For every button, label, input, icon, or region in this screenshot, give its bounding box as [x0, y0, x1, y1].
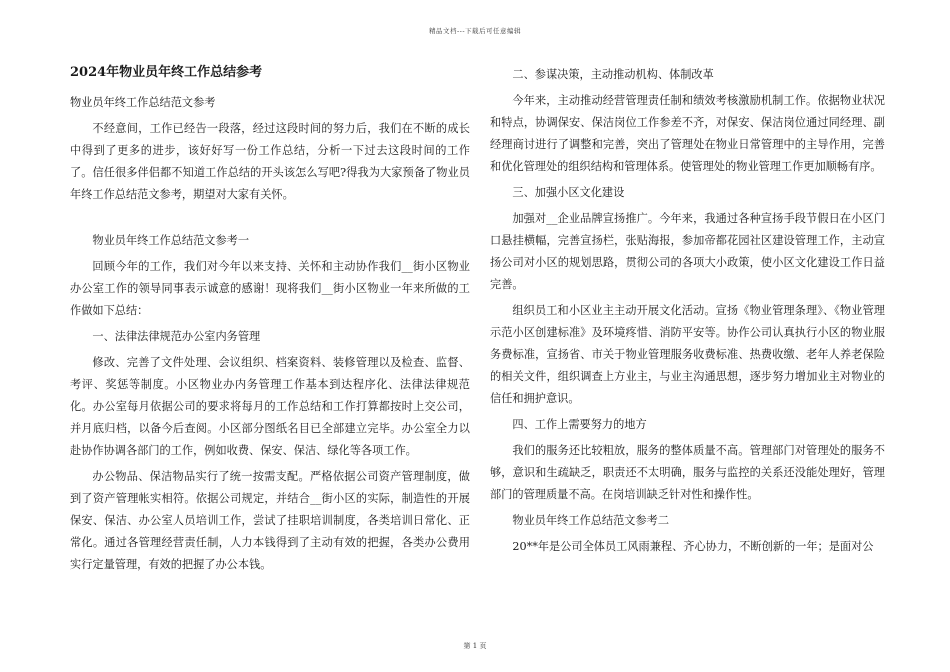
paragraph: 组织员工和小区业主主动开展文化活动。宣扬《物业管理条理》、《物业管理示范小区创建标准》及环境疼惜、消防平安等。协作公司认真执行小区的物业服务费标准，宣扬省、市关于物业管理服务收费标准、热费收缴、老年人养老保险的相关文件，组织调查上方业主，与业主沟通思想，逐步努力增加业主对物业的信任和拥护意识。 — [490, 304, 885, 405]
paragraph: 回顾今年的工作，我们对今年以来支持、关怀和主动协作我们__街小区物业办公室工作的领导同事表示诚意的感谢！现将我们__街小区物业一年来所做的工作做如下总结： — [70, 260, 470, 317]
page-header-note: 精品文档---下载后可任意编辑 — [428, 27, 522, 35]
paragraph: 20**年是公司全体员工风雨兼程、齐心协力，不断创新的一年；是面对公 — [512, 540, 874, 553]
section-title-one: 物业员年终工作总结范文参考一 — [92, 234, 250, 247]
document-title: 2024年物业员年终工作总结参考 — [70, 65, 263, 80]
section-heading: 三、加强小区文化建设 — [512, 186, 625, 199]
section-heading: 四、工作上需要努力的地方 — [512, 418, 647, 431]
section-title-two: 物业员年终工作总结范文参考二 — [512, 514, 670, 527]
page-number: 第 1 页 — [463, 642, 487, 650]
paragraph: 办公物品、保洁物品实行了统一按需支配。严格依据公司资产管理制度，做到了资产管理帐实相符。依据公司规定，并结合__街小区的实际，制造性的开展保安、保洁、办公室人员培训工作，尝试了挂职培训制度，各类培训日常化、正常化。通过各管理经营责任制，人力本钱得到了主动有效的把握，各类办公费用实行定量管理，有效的把握了办公本钱。 — [70, 470, 470, 571]
right-column — [490, 64, 885, 558]
paragraph: 修改、完善了文件处理、会议组织、档案资料、装修管理以及检查、监督、考评、奖惩等制度。小区物业办内务管理工作基本到达程序化、法律法律规范化。办公室每月依据公司的要求将每月的工作总结和工作打算都按时上交公司，并月底归档，以备今后查阅。小区部分图纸名目已全部建立完毕。办公室全力以赴协作协调各部门的工作，例如收费、保安、保洁、绿化等各项工作。 — [70, 356, 470, 457]
paragraph: 我们的服务还比较粗放，服务的整体质量不高。管理部门对管理处的服务不够，意识和生疏缺乏，职责还不太明确，服务与监控的关系还没能处理好，管理部门的管理质量不高。在岗培训缺乏针对性和操作性。 — [490, 444, 885, 501]
intro-paragraph: 不经意间，工作已经告一段落，经过这段时间的努力后，我们在不断的成长中得到了更多的进步，该好好写一份工作总结，分析一下过去这段时间的工作了。信任很多伴侣都不知道工作总结的开头该怎么写吧?得我为大家预备了物业员年终工作总结范文参考，期望对大家有关怀。 — [70, 122, 470, 201]
section-heading: 一、法律法律规范办公室内务管理 — [92, 330, 261, 343]
left-column — [70, 64, 470, 576]
paragraph: 今年来，主动推动经营管理责任制和绩效考核激励机制工作。依据物业状况和特点，协调保安、保洁岗位工作参差不齐，对保安、保洁岗位通过同经理、副经理商讨进行了调整和完善，突出了管理处在物业日常管理中的主导作用，完善和优化管理处的组织结构和管理体系。使管理处的物业管理工作更加顺畅有序。 — [490, 94, 885, 173]
paragraph: 加强对__企业品牌宣扬推广。今年来，我通过各种宣扬手段节假日在小区门口悬挂横幅，完善宣扬栏，张贴海报，参加帝都花园社区建设管理工作，主动宣扬公司对小区的规划思路，贯彻公司的各项大小政策，使小区文化建设工作日益完善。 — [490, 212, 885, 291]
document-subtitle: 物业员年终工作总结范文参考 — [70, 96, 216, 109]
section-heading: 二、参谋决策，主动推动机构、体制改革 — [512, 68, 714, 81]
